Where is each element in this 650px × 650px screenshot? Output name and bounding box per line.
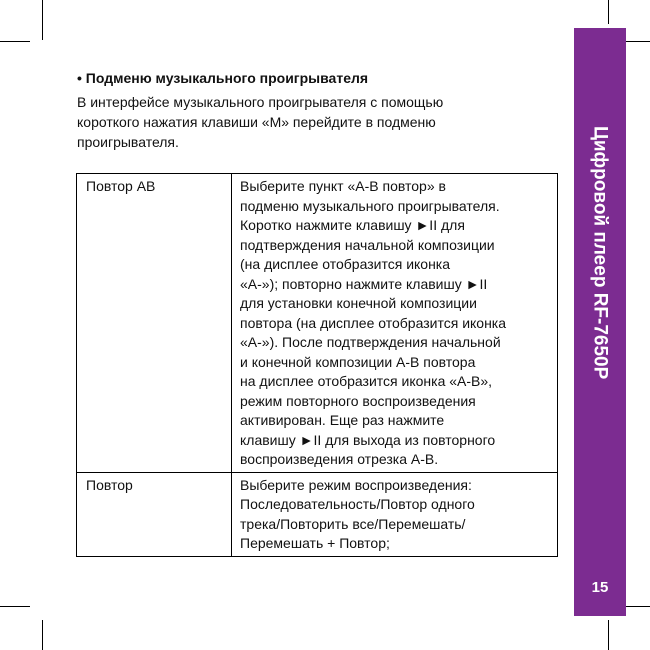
description-line: активирован. Еще раз нажмите: [240, 412, 445, 428]
intro-line: короткого нажатия клавиши «М» перейдите в подменю: [77, 114, 436, 130]
description-text: [240, 476, 551, 554]
crop-mark-left-bottom: [0, 606, 30, 607]
description-line: «A-»); повторно нажмите клавишу ►II: [240, 275, 488, 292]
description-line: Выберите режим воспроизведения:: [240, 476, 472, 493]
description-line: повтора (на дисплее отобразится иконка: [240, 314, 507, 331]
description-line: Выберите пункт «A-B повтор» в: [240, 178, 446, 194]
crop-mark-top-right: [608, 0, 609, 24]
crop-mark-right-top: [626, 41, 650, 42]
description-line: подменю музыкального проигрывателя.: [240, 197, 500, 214]
description-line: для установки конечной композиции: [240, 295, 477, 311]
crop-mark-bottom-left: [42, 620, 43, 650]
intro-paragraph: [77, 92, 547, 152]
side-title: [574, 28, 626, 548]
description-line: (на дисплее отобразится иконка: [240, 256, 451, 272]
settings-table: [76, 173, 558, 557]
side-title-text: Цифровой плеер RF-7650P: [589, 126, 611, 380]
description-line: Коротко нажмите клавишу ►II для: [240, 217, 465, 233]
crop-mark-top-left: [42, 0, 43, 40]
description-line: клавишу ►II для выхода из повторного: [240, 431, 496, 448]
intro-line: В интерфейсе музыкального проигрывателя с помощью: [77, 94, 444, 110]
section-heading: • Подменю музыкального проигрывателя: [77, 70, 369, 86]
crop-mark-bottom-right: [608, 620, 609, 650]
crop-mark-right-bottom: [626, 606, 650, 607]
side-tab: [574, 28, 626, 616]
setting-name: Повтор: [77, 472, 232, 556]
description-line: «A-»). После подтверждения начальной: [240, 334, 501, 350]
intro-line: проигрывателя.: [77, 134, 179, 150]
table-row-ab-repeat: [77, 174, 558, 473]
description-line: режим повторного воспроизведения: [240, 392, 476, 409]
description-line: Перемешать + Повтор;: [240, 535, 390, 551]
setting-description: [232, 472, 558, 556]
description-line: трека/Повторить все/Перемешать/: [240, 515, 466, 532]
description-line: и конечной композиции A-B повтора: [240, 353, 476, 370]
description-line: на дисплее отобразится иконка «A-B»,: [240, 373, 493, 389]
description-text: [240, 177, 551, 470]
description-line: подтверждения начальной композиции: [240, 236, 495, 253]
description-line: воспроизведения отрезка A-B.: [240, 451, 439, 467]
setting-description: [232, 174, 558, 473]
description-line: Последовательность/Повтор одного: [240, 496, 475, 512]
setting-name: Повтор АВ: [77, 174, 232, 473]
table-row-repeat: [77, 472, 558, 556]
page-number: 15: [591, 579, 609, 596]
crop-mark-left-top: [0, 41, 30, 42]
